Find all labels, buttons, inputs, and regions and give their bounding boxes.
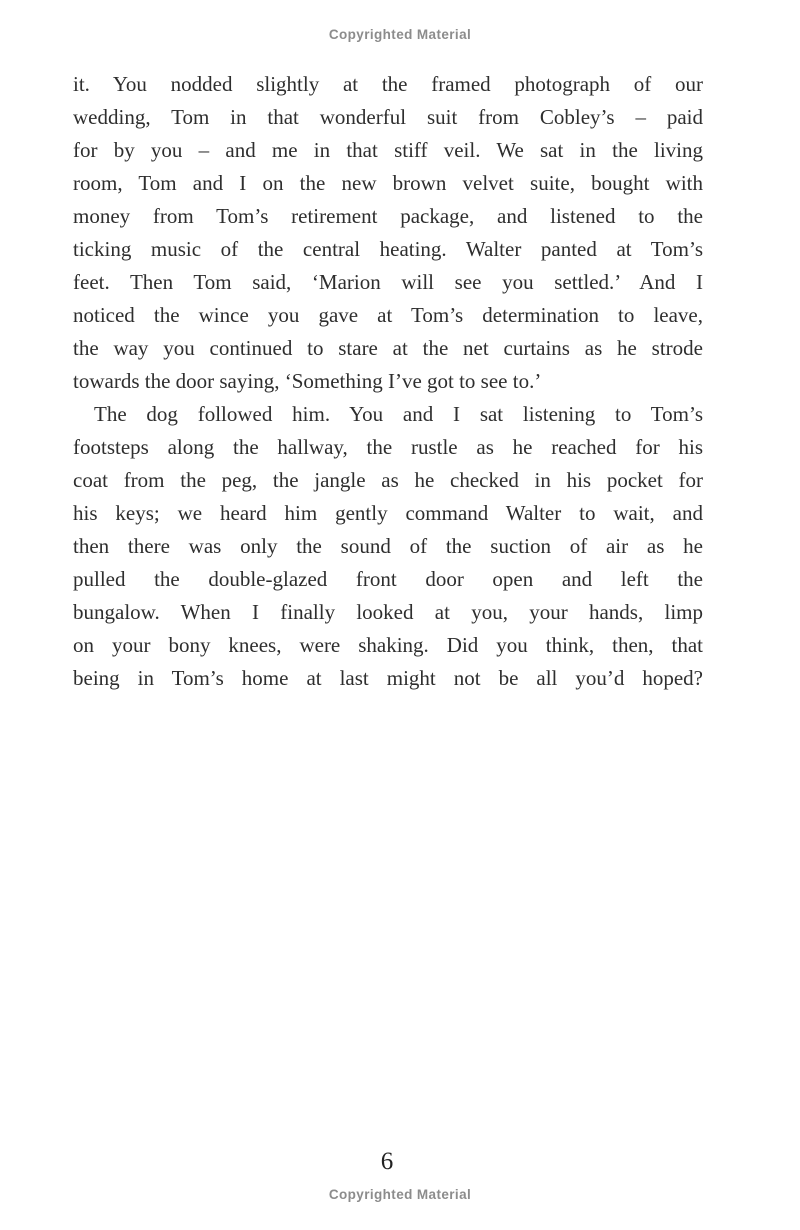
text-line: the way you continued to stare at the net curtains as he strode bbox=[73, 336, 703, 360]
text-line: room, Tom and I on the new brown velvet suite, bought with bbox=[73, 171, 703, 195]
text-line: then there was only the sound of the suction of air as he bbox=[73, 534, 703, 558]
text-line: pulled the double-glazed front door open and left the bbox=[73, 567, 703, 591]
copyright-watermark-top: Copyrighted Material bbox=[328, 27, 472, 42]
text-line: wedding, Tom in that wonderful suit from Cobley’s – paid bbox=[73, 105, 703, 129]
text-line: his keys; we heard him gently command Walter to wait, and bbox=[73, 501, 703, 525]
page-text bbox=[73, 68, 703, 695]
text-line: money from Tom’s retirement package, and listened to the bbox=[73, 204, 703, 228]
copyright-watermark-bottom: Copyrighted Material bbox=[328, 1187, 472, 1202]
text-line: on your bony knees, were shaking. Did you think, then, that bbox=[73, 633, 703, 657]
text-line: bungalow. When I finally looked at you, your hands, limp bbox=[73, 600, 703, 624]
text-line: it. You nodded slightly at the framed photograph of our bbox=[73, 72, 703, 96]
paragraph-2 bbox=[73, 398, 703, 695]
text-line: The dog followed him. You and I sat listening to Tom’s bbox=[94, 402, 703, 426]
text-line: noticed the wince you gave at Tom’s determination to leave, bbox=[73, 303, 703, 327]
text-line: ticking music of the central heating. Walter panted at Tom’s bbox=[73, 237, 703, 261]
text-line: being in Tom’s home at last might not be all you’d hoped? bbox=[73, 666, 703, 690]
text-line: for by you – and me in that stiff veil. We sat in the living bbox=[73, 138, 703, 162]
text-line: footsteps along the hallway, the rustle as he reached for his bbox=[73, 435, 703, 459]
text-line: coat from the peg, the jangle as he checked in his pocket for bbox=[73, 468, 703, 492]
text-line: towards the door saying, ‘Something I’ve got to see to.’ bbox=[73, 369, 542, 393]
paragraph-1 bbox=[73, 68, 703, 398]
page-number: 6 bbox=[380, 1148, 394, 1175]
text-line: feet. Then Tom said, ‘Marion will see you settled.’ And I bbox=[73, 270, 703, 294]
